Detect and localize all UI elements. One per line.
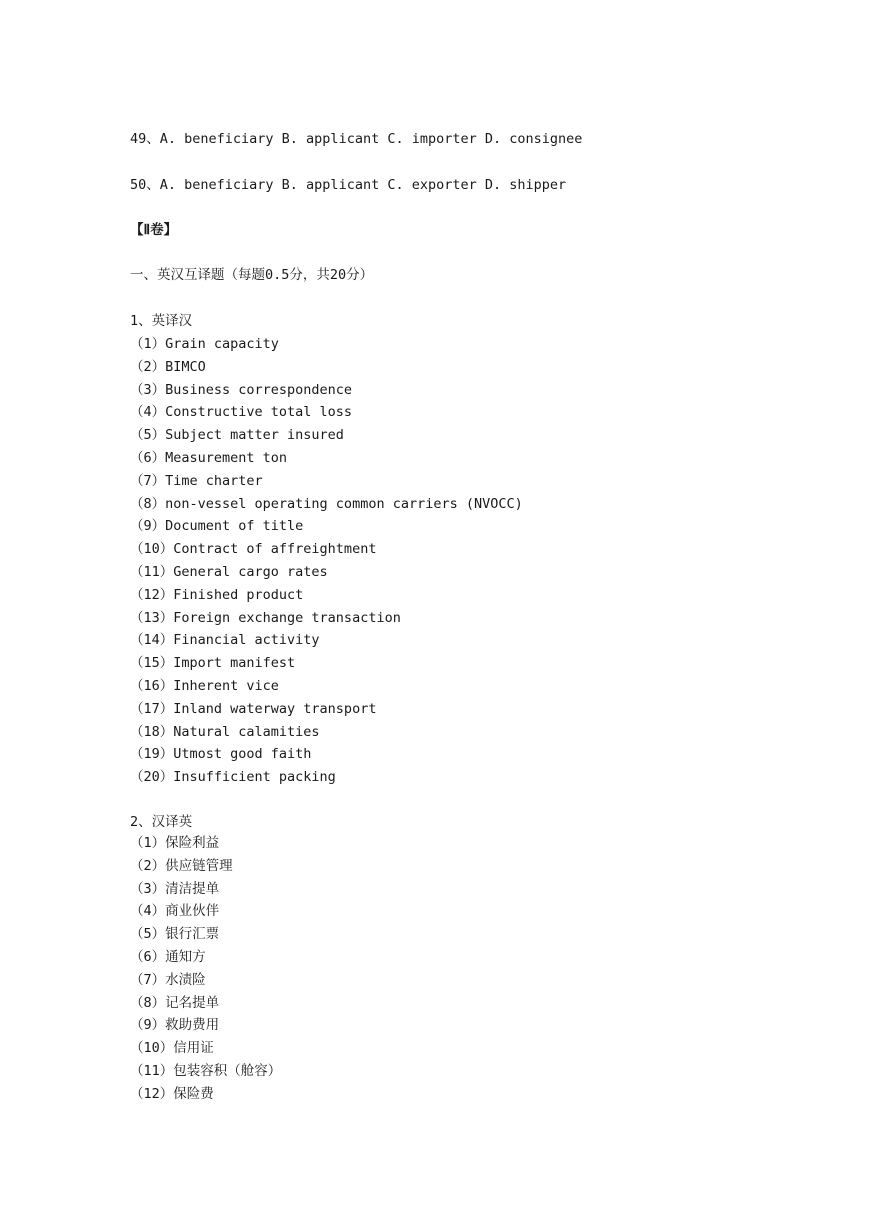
list-item: （17）Inland waterway transport [130, 700, 377, 717]
volume-heading: 【Ⅱ卷】 [130, 222, 178, 238]
list-item: （4）Constructive total loss [130, 404, 353, 421]
list-item: （5）Subject matter insured [130, 427, 344, 444]
list-item: （12）Finished product [130, 586, 304, 603]
list-item: （9）Document of title [130, 518, 304, 535]
list-item: （6）Measurement ton [130, 449, 288, 466]
list-item: （8）记名提单 [130, 994, 220, 1011]
list-item: （9）救助费用 [130, 1017, 220, 1034]
list-item: （10）信用证 [130, 1040, 214, 1057]
list-item: （12）保险费 [130, 1085, 214, 1102]
list-item: （2）BIMCO [130, 358, 206, 375]
english-to-chinese-list [130, 333, 523, 789]
question-49: 49、A. beneficiary B. applicant C. importer D. consignee [130, 131, 583, 147]
question-50: 50、A. beneficiary B. applicant C. exporter D. shipper [130, 177, 567, 193]
list-item: （16）Inherent vice [130, 677, 279, 694]
part2-title: 2、汉译英 [130, 814, 193, 830]
list-item: （5）银行汇票 [130, 926, 220, 943]
list-item: （18）Natural calamities [130, 723, 320, 740]
list-item: （13）Foreign exchange transaction [130, 609, 401, 626]
list-item: （6）通知方 [130, 948, 206, 965]
list-item: （4）商业伙伴 [130, 903, 220, 920]
list-item: （1）Grain capacity [130, 336, 279, 352]
list-item: （2）供应链管理 [130, 857, 233, 874]
list-item: （15）Import manifest [130, 655, 296, 672]
list-item: （14）Financial activity [130, 632, 320, 649]
list-item: （10）Contract of affreightment [130, 541, 377, 558]
list-item: （19）Utmost good faith [130, 746, 312, 763]
chinese-to-english-list [130, 832, 281, 1106]
list-item: （20）Insufficient packing [130, 769, 336, 786]
list-item: （3）Business correspondence [130, 381, 353, 398]
list-item: （8）non-vessel operating common carriers (NVOCC) [130, 495, 523, 512]
list-item: （7）Time charter [130, 472, 263, 489]
list-item: （1）保险利益 [130, 835, 220, 851]
part1-title: 1、英译汉 [130, 313, 193, 329]
list-item: （11）包装容积（舱容） [130, 1062, 282, 1079]
list-item: （11）General cargo rates [130, 563, 328, 580]
section-title: 一、英汉互译题（每题0.5分，共20分） [130, 267, 374, 283]
list-item: （7）水渍险 [130, 971, 206, 988]
list-item: （3）清洁提单 [130, 880, 220, 897]
